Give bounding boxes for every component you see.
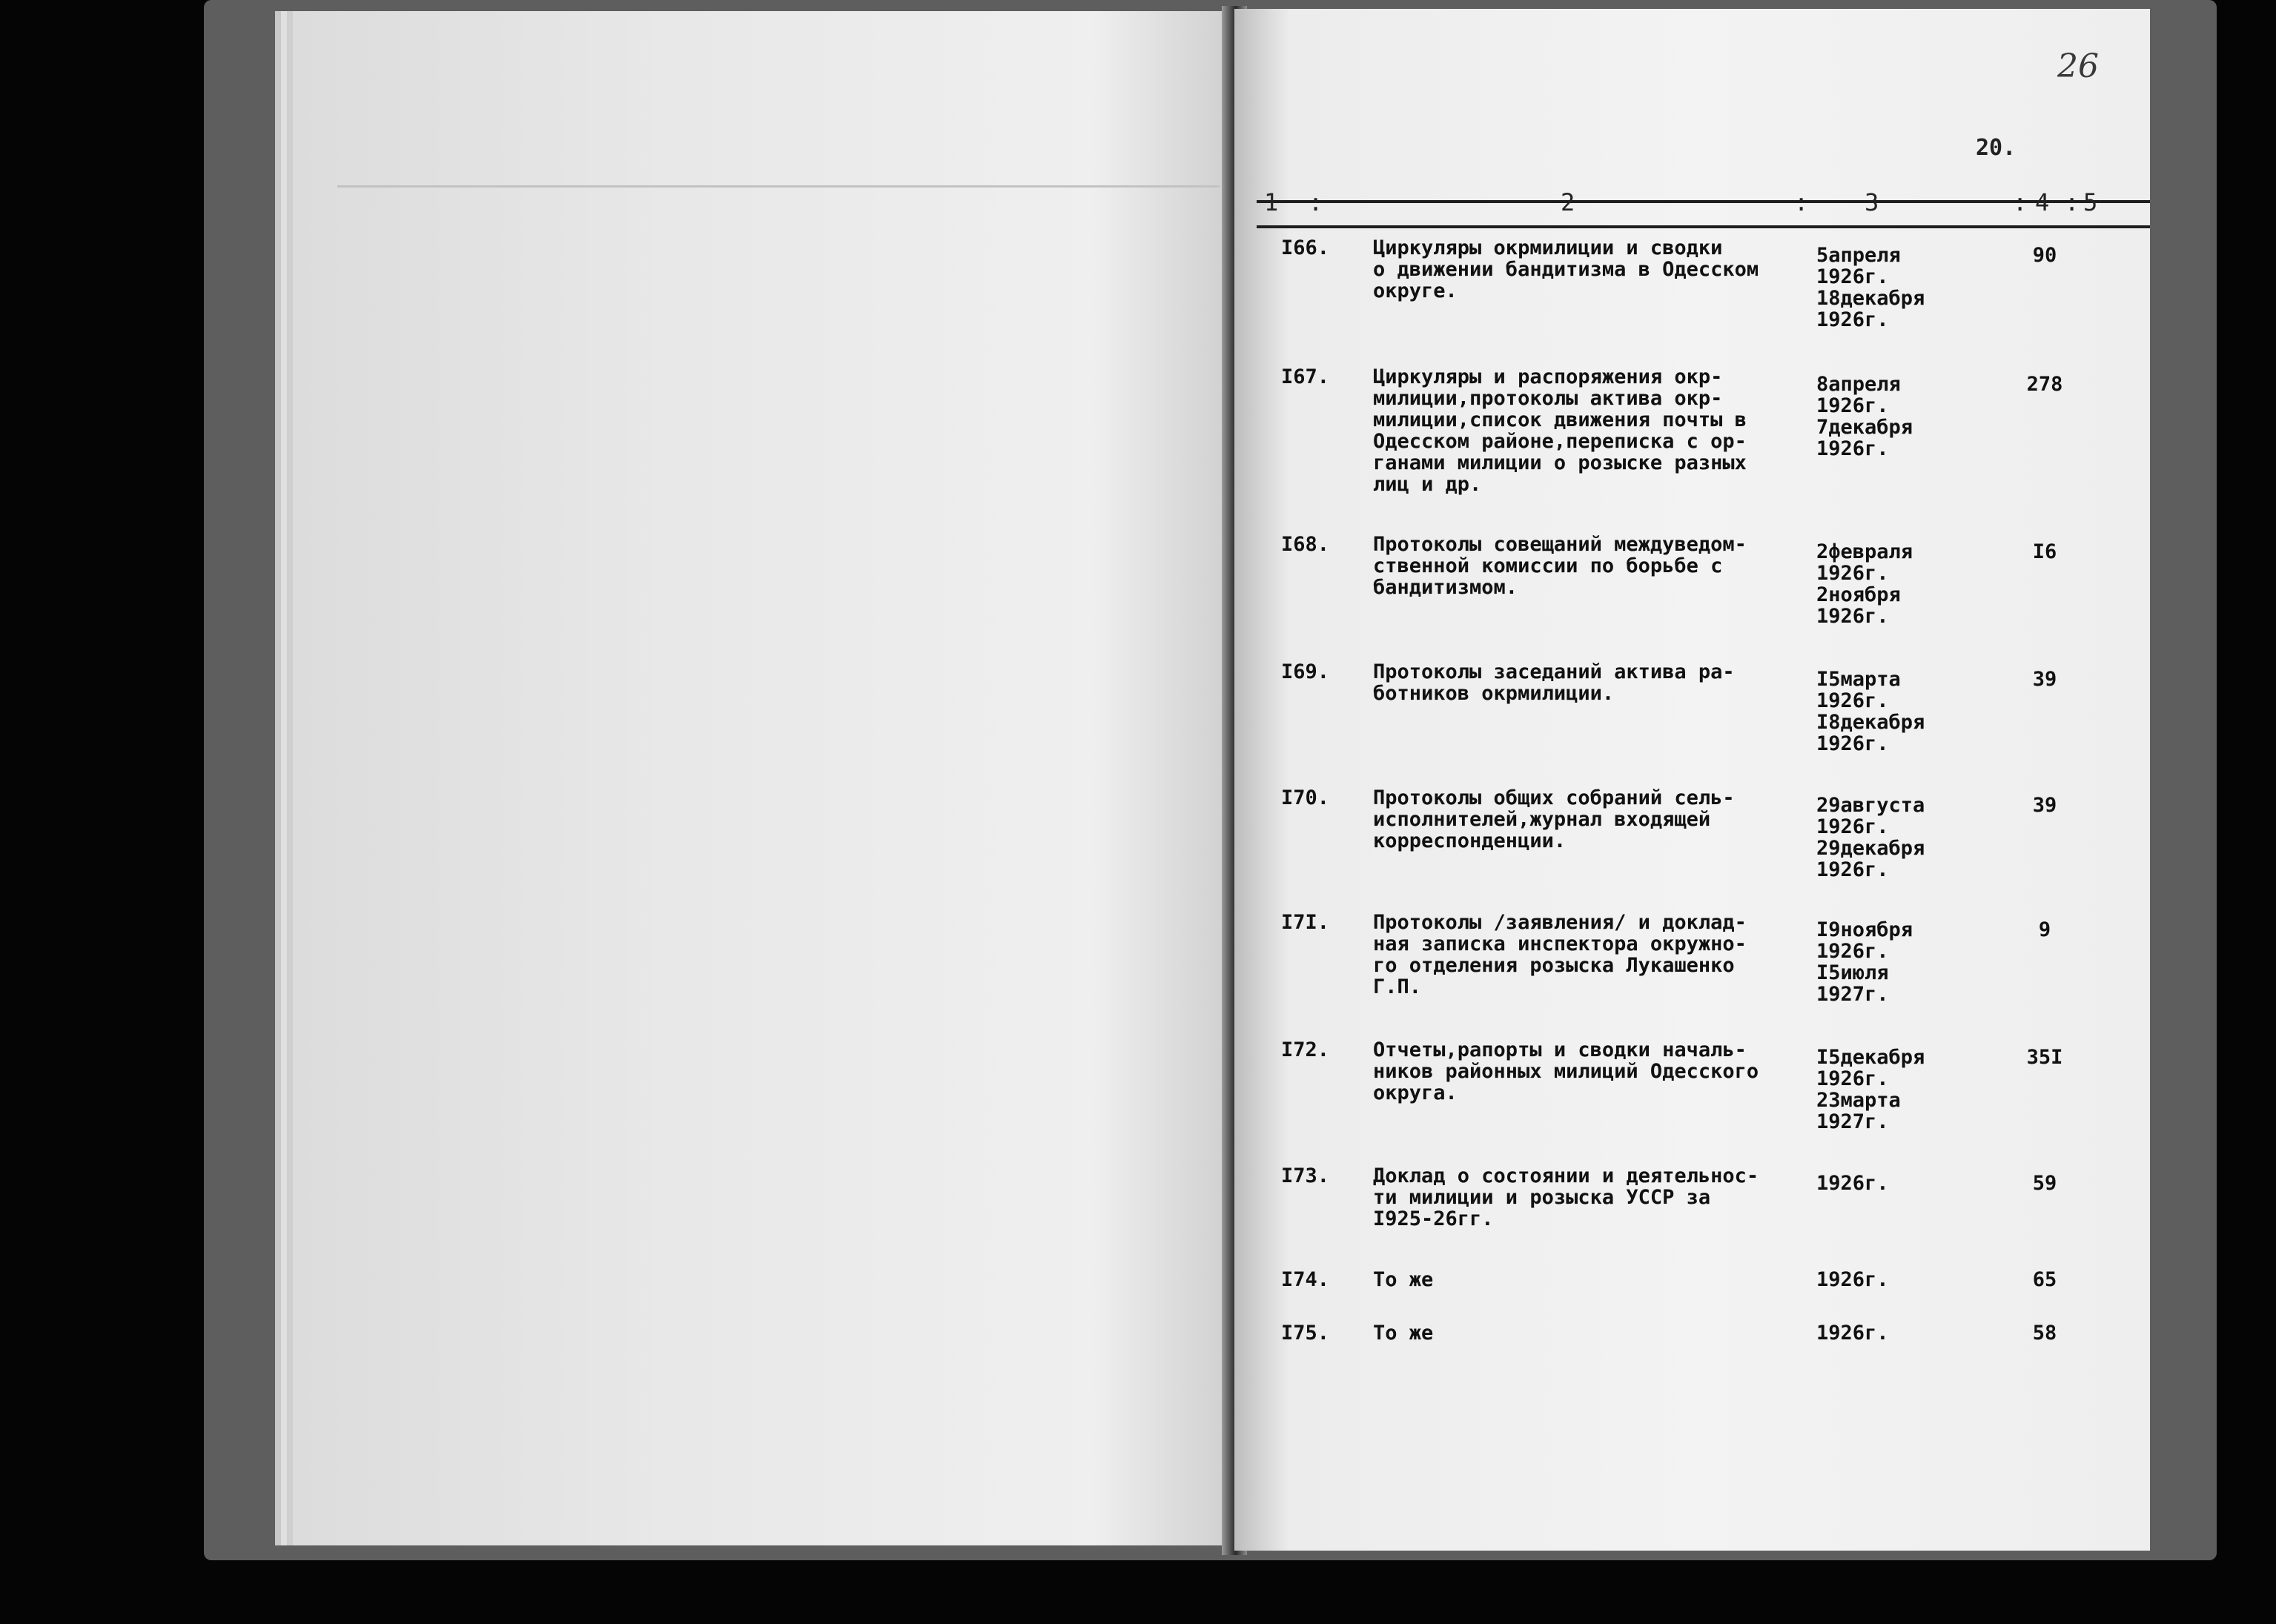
col-header-4: 4 <box>2035 188 2050 216</box>
item-sheets: I6 <box>2032 540 2057 563</box>
item-dates: 1926г. <box>1816 1172 1889 1195</box>
item-title: Протоколы /заявления/ и доклад- ная записка инспектора окружно- го отделения розыска Лукашенко Г.П. <box>1373 911 1747 998</box>
item-title: Протоколы совещаний междуведом- ственной комиссии по борьбе с бандитизмом. <box>1373 533 1747 599</box>
item-title: То же <box>1373 1268 1434 1291</box>
item-title: Циркуляры окрмилиции и сводки о движении бандитизма в Одесском округе. <box>1373 236 1759 302</box>
item-dates: 1926г. <box>1816 1322 1889 1345</box>
item-dates: 5апреля 1926г. 18декабря 1926г. <box>1816 244 1925 331</box>
col-header-5: 5 <box>2083 188 2098 216</box>
col-header-sep: : <box>2065 188 2080 216</box>
col-header-3: 3 <box>1865 188 1879 216</box>
item-number: I72. <box>1281 1038 1330 1061</box>
item-title: Протоколы общих собраний сель- исполнителей,журнал входящей корреспонденции. <box>1373 786 1735 852</box>
item-dates: I5марта 1926г. I8декабря 1926г. <box>1816 668 1925 755</box>
item-sheets: 9 <box>2038 918 2051 941</box>
col-header-sep: : <box>1794 188 1809 216</box>
ghost-header-line <box>337 185 1220 188</box>
header-rule-bottom <box>1257 225 2150 228</box>
item-number: I68. <box>1281 533 1330 556</box>
item-sheets: 35I <box>2026 1046 2063 1069</box>
col-header-sep: : <box>2013 188 2028 216</box>
item-dates: 2февраля 1926г. 2ноября 1926г. <box>1816 540 1913 628</box>
item-number: I74. <box>1281 1268 1330 1291</box>
right-page <box>1234 9 2150 1551</box>
item-sheets: 39 <box>2032 668 2057 691</box>
item-dates: I9ноября 1926г. I5июля 1927г. <box>1816 918 1913 1006</box>
item-sheets: 39 <box>2032 794 2057 817</box>
item-sheets: 65 <box>2032 1268 2057 1291</box>
item-sheets: 59 <box>2032 1172 2057 1195</box>
left-page-bleed-through <box>293 11 1234 1545</box>
item-number: I67. <box>1281 365 1330 388</box>
item-number: I75. <box>1281 1322 1330 1345</box>
col-header-2: 2 <box>1561 188 1575 216</box>
item-sheets: 58 <box>2032 1322 2057 1345</box>
item-dates: 1926г. <box>1816 1268 1889 1291</box>
item-number: I7I. <box>1281 911 1330 934</box>
item-dates: 8апреля 1926г. 7декабря 1926г. <box>1816 373 1913 460</box>
handwritten-page-number: 26 <box>2057 47 2099 85</box>
col-header-1: 1 <box>1264 188 1279 216</box>
item-title: То же <box>1373 1322 1434 1345</box>
item-sheets: 278 <box>2026 373 2063 396</box>
item-dates: 29августа 1926г. 29декабря 1926г. <box>1816 794 1925 881</box>
col-header-sep: : <box>1309 188 1323 216</box>
item-title: Циркуляры и распоряжения окр- милиции,протоколы актива окр- милиции,список движения почты в Одесском районе,переписка с ор- ганами милиции о розыске разных лиц и др. <box>1373 365 1747 496</box>
item-dates: I5декабря 1926г. 23марта 1927г. <box>1816 1046 1925 1133</box>
item-title: Отчеты,рапорты и сводки началь- ников районных милиций Одесского округа. <box>1373 1038 1759 1104</box>
item-number: I66. <box>1281 236 1330 259</box>
item-sheets: 90 <box>2032 244 2057 267</box>
item-title: Доклад о состоянии и деятельнос- ти милиции и розыска УССР за I925-26гг. <box>1373 1164 1759 1230</box>
typed-page-number: 20. <box>1976 135 2017 161</box>
item-number: I73. <box>1281 1164 1330 1187</box>
item-number: I69. <box>1281 660 1330 683</box>
item-number: I70. <box>1281 786 1330 809</box>
item-title: Протоколы заседаний актива ра- ботников окрмилиции. <box>1373 660 1735 705</box>
